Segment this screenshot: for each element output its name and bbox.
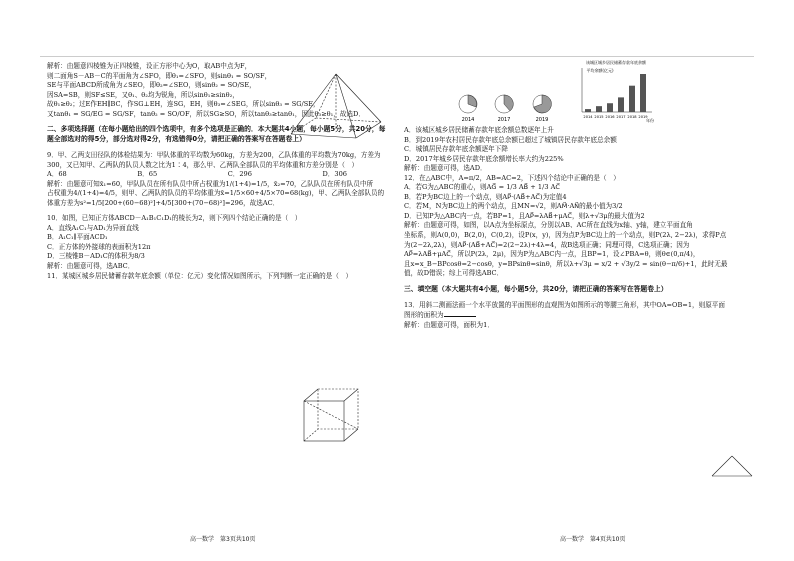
section-2-heading: 二、多项选择题（在每小题给出的四个选项中，有多个选项是正确的．本大题共4小题，每小题5分，共20分，每题全部选对的得5分，部分选对得2分，有选错得0分，请把正确的答案写在答题卷上） bbox=[47, 125, 386, 144]
q13-cont-text: 图形的面积为 bbox=[404, 311, 444, 320]
bar-chart bbox=[574, 58, 658, 124]
x-tick-label: 2019 bbox=[638, 115, 648, 119]
q9-options bbox=[47, 170, 347, 180]
question-13-cont bbox=[404, 310, 754, 321]
q9-solution-line: 体重方差为s²=1/5[200+(60−68)²]+4/5[300+(70−68)²]=296，故选AC． bbox=[47, 198, 280, 207]
answer-blank bbox=[444, 310, 476, 317]
q11-option-d: D．2017年城乡居民存款年底余额增长率大约为225% bbox=[404, 154, 564, 163]
x-tick-label: 2014 bbox=[583, 115, 593, 119]
q11-solution: 解析：由题意可得，选AD． bbox=[404, 164, 487, 173]
bar-2019 bbox=[640, 74, 646, 112]
q10-option-c: C．正方体的外接球的表面积为12π bbox=[47, 242, 151, 251]
q12-solution-line: 为(2−2λ,2λ)，则AP⃗·(AB⃗+AC⃗)=2(2−2λ)+4λ=4，故B选项正确；同理可得，C选项正确；因为 bbox=[404, 240, 690, 249]
q9-solution-line: 占权重为4/(1+4)=4/5，则甲、乙两队的队员的平均体重为x̄=1/5×60+4/5×70=68(kg)，甲、乙两队全部队员的 bbox=[47, 189, 385, 198]
solution-line: 故θ₁≥θ₂；过E作EH∥BC，作SG⊥EH，连SG，EH，则θ₃=∠SEG，所以sinθ₃ = SG/SE， bbox=[47, 100, 320, 109]
q11-option-a: A．该城区城乡居民储蓄存款年底余额总数逐年上升 bbox=[404, 126, 554, 134]
right-page-footer: 高一数学 第4页共10页 bbox=[560, 536, 626, 543]
section-3-heading: 三、填空题（本大题共有4小题，每小题5分，共20分，请把正确的答案写在答题卷上） bbox=[404, 284, 668, 293]
question-11: 11．某城区城乡居民储蓄存款年底余额（单位：亿元）变化情况如图所示，下列判断一定正确的是（ ） bbox=[47, 271, 353, 280]
bar-2016 bbox=[607, 103, 613, 112]
q12-option-c: C．若M，N为BC边上的两个动点，且MN=√2，则AM⃗·AN⃗的最小值为3/2 bbox=[404, 202, 623, 211]
pie-label: 2014 bbox=[461, 117, 475, 123]
right-column bbox=[404, 126, 754, 330]
x-unit-label: 年份 bbox=[646, 118, 654, 123]
bar-2015 bbox=[596, 106, 602, 112]
q12-solution-line: AP⃗=λAB⃗+μAC⃗，所以P(2λ，2μ)，因为P为△ABC内一点，且BP=1，设∠PBA=θ，则θ∈(0,π/4)， bbox=[404, 250, 700, 259]
question-9: 9．甲、乙两支田径队的体检结果为：甲队体重的平均数为60kg，方差为200，乙队体重的平均数为70kg，方差为300，又已知甲、乙两队的队员人数之比为1∶4，那么甲、乙两队全部队员的平均体重和方差分别是（ ） bbox=[47, 150, 381, 169]
pyramid-figure bbox=[286, 72, 386, 142]
pie-charts bbox=[454, 92, 564, 124]
solution-line: 解析：由题意四棱锥为正四棱锥，设正方形中心为O，取AB中点为F， bbox=[47, 62, 252, 70]
bar-2017 bbox=[618, 97, 624, 112]
q10-option-d: D．三棱锥B－AD₁C的体积为8/3 bbox=[47, 252, 145, 261]
solution-line: 又tanθ₁ = SG/EG = SG/SF，tanθ₂ = SO/OF，所以SG≥SO，所以tanθ₃≥tanθ₁，因此θ₃≥θ₁，故选D． bbox=[47, 109, 365, 118]
pie-label: 2019 bbox=[535, 117, 549, 123]
option-a: A．68 bbox=[47, 170, 67, 179]
q11-option-c: C．城镇居民存款年底余额逐年下降 bbox=[404, 145, 508, 154]
q9-solution-line: 解析：由题意可知x̄₁=60，甲队队员在所有队员中所占权重为1/(1+4)=1/5，x̄₂=70，乙队队员在所有队员中所 bbox=[47, 179, 374, 188]
x-tick-label: 2017 bbox=[616, 115, 626, 119]
solution-line: SE与平面ABCD所成角为∠SEO，即θ₂=∠SEO，则sinθ₂ = SO/SE， bbox=[47, 81, 256, 90]
q12-option-b: B．若P为BC边上的一个动点，则AP⃗·(AB⃗+AC⃗)为定值4 bbox=[404, 192, 567, 201]
solution-line: 则二面角S－AB－C的平面角为∠SFO，即θ₁=∠SFO，则sinθ₁ = SO/SF， bbox=[47, 71, 272, 80]
q12-solution-line: 且x=x_B−BPcosθ=2−cosθ，y=BPsinθ=sinθ，所以λ+√3μ = x/2 + √3y/2 = sin(θ−π/6)+1，此时无最 bbox=[404, 259, 728, 268]
x-tick-label: 2018 bbox=[627, 115, 637, 119]
question-12: 12．在△ABC中，A=π/2，AB=AC=2，下述四个结论中正确的是（ ） bbox=[404, 173, 620, 182]
q11-option-b: B．到2019年农村居民存款年底总余额已超过了城镇居民存款年底总余额 bbox=[404, 135, 617, 144]
q12-solution-line: 坐标系，则A(0,0)，B(2,0)，C(0,2)，设P(x，y)，因为点P为BC边上的一个动点，则P(2λ, 2−2λ)，求得P点 bbox=[404, 231, 727, 240]
bar-2014 bbox=[585, 109, 591, 112]
q10-solution: 解析：由题意可得，选ABC． bbox=[47, 261, 135, 270]
cube-figure bbox=[300, 385, 362, 445]
x-tick-label: 2016 bbox=[605, 115, 615, 119]
q12-option-d: D．已知P为△ABC内一点，若BP=1，且AP⃗=λAB⃗+μAC⃗，则λ+√3μ的最大值为2 bbox=[404, 211, 645, 220]
x-tick-label: 2015 bbox=[594, 115, 604, 119]
q13-solution: 解析：由题意可得，面积为1． bbox=[404, 320, 494, 329]
chart-title: 该城区城乡居民储蓄存款年底余额 bbox=[586, 60, 646, 65]
question-10: 10．如图，已知正方体ABCD－A₁B₁C₁D₁的棱长为2，则下列四个结论正确的是（ ） bbox=[47, 214, 302, 223]
option-b: B．65 bbox=[137, 170, 158, 179]
q10-option-b: B．A₁C₁∥平面ACD₁ bbox=[47, 233, 108, 242]
q12-solution-line: 值，故D错误；综上可得选ABC． bbox=[404, 269, 504, 278]
q12-solution-line: 解析：由题意可得，如图，以A点为坐标原点，分别以AB、AC所在直线为x轴、y轴，建立平面直角 bbox=[404, 221, 693, 230]
left-page-footer: 高一数学 第3页共10页 bbox=[190, 536, 256, 543]
pie-label: 2017 bbox=[497, 117, 511, 123]
option-d: D．306 bbox=[322, 170, 347, 179]
q12-option-a: A．若G为△ABC的重心，则AG⃗ = 1/3 AB⃗ + 1/3 AC⃗ bbox=[404, 183, 560, 192]
q10-option-a: A．直线A₁C₁与AD₁为异面直线 bbox=[47, 223, 139, 232]
question-13: 13．用斜二测画法画一个水平放置的平面图形的直观图为如图所示的等腰三角形，其中OA=OB=1，则原平面 bbox=[404, 300, 725, 309]
triangle-figure bbox=[710, 450, 754, 480]
solution-line: 因SA=SB，则SF≤SE，又θ₁、θ₂均为锐角，所以sinθ₁≥sinθ₂， bbox=[47, 90, 239, 99]
option-c: C．296 bbox=[227, 170, 252, 179]
header-rule bbox=[40, 56, 754, 57]
chart-ylabel: 平均余额(亿元) bbox=[586, 68, 614, 73]
bar-2018 bbox=[629, 86, 635, 112]
